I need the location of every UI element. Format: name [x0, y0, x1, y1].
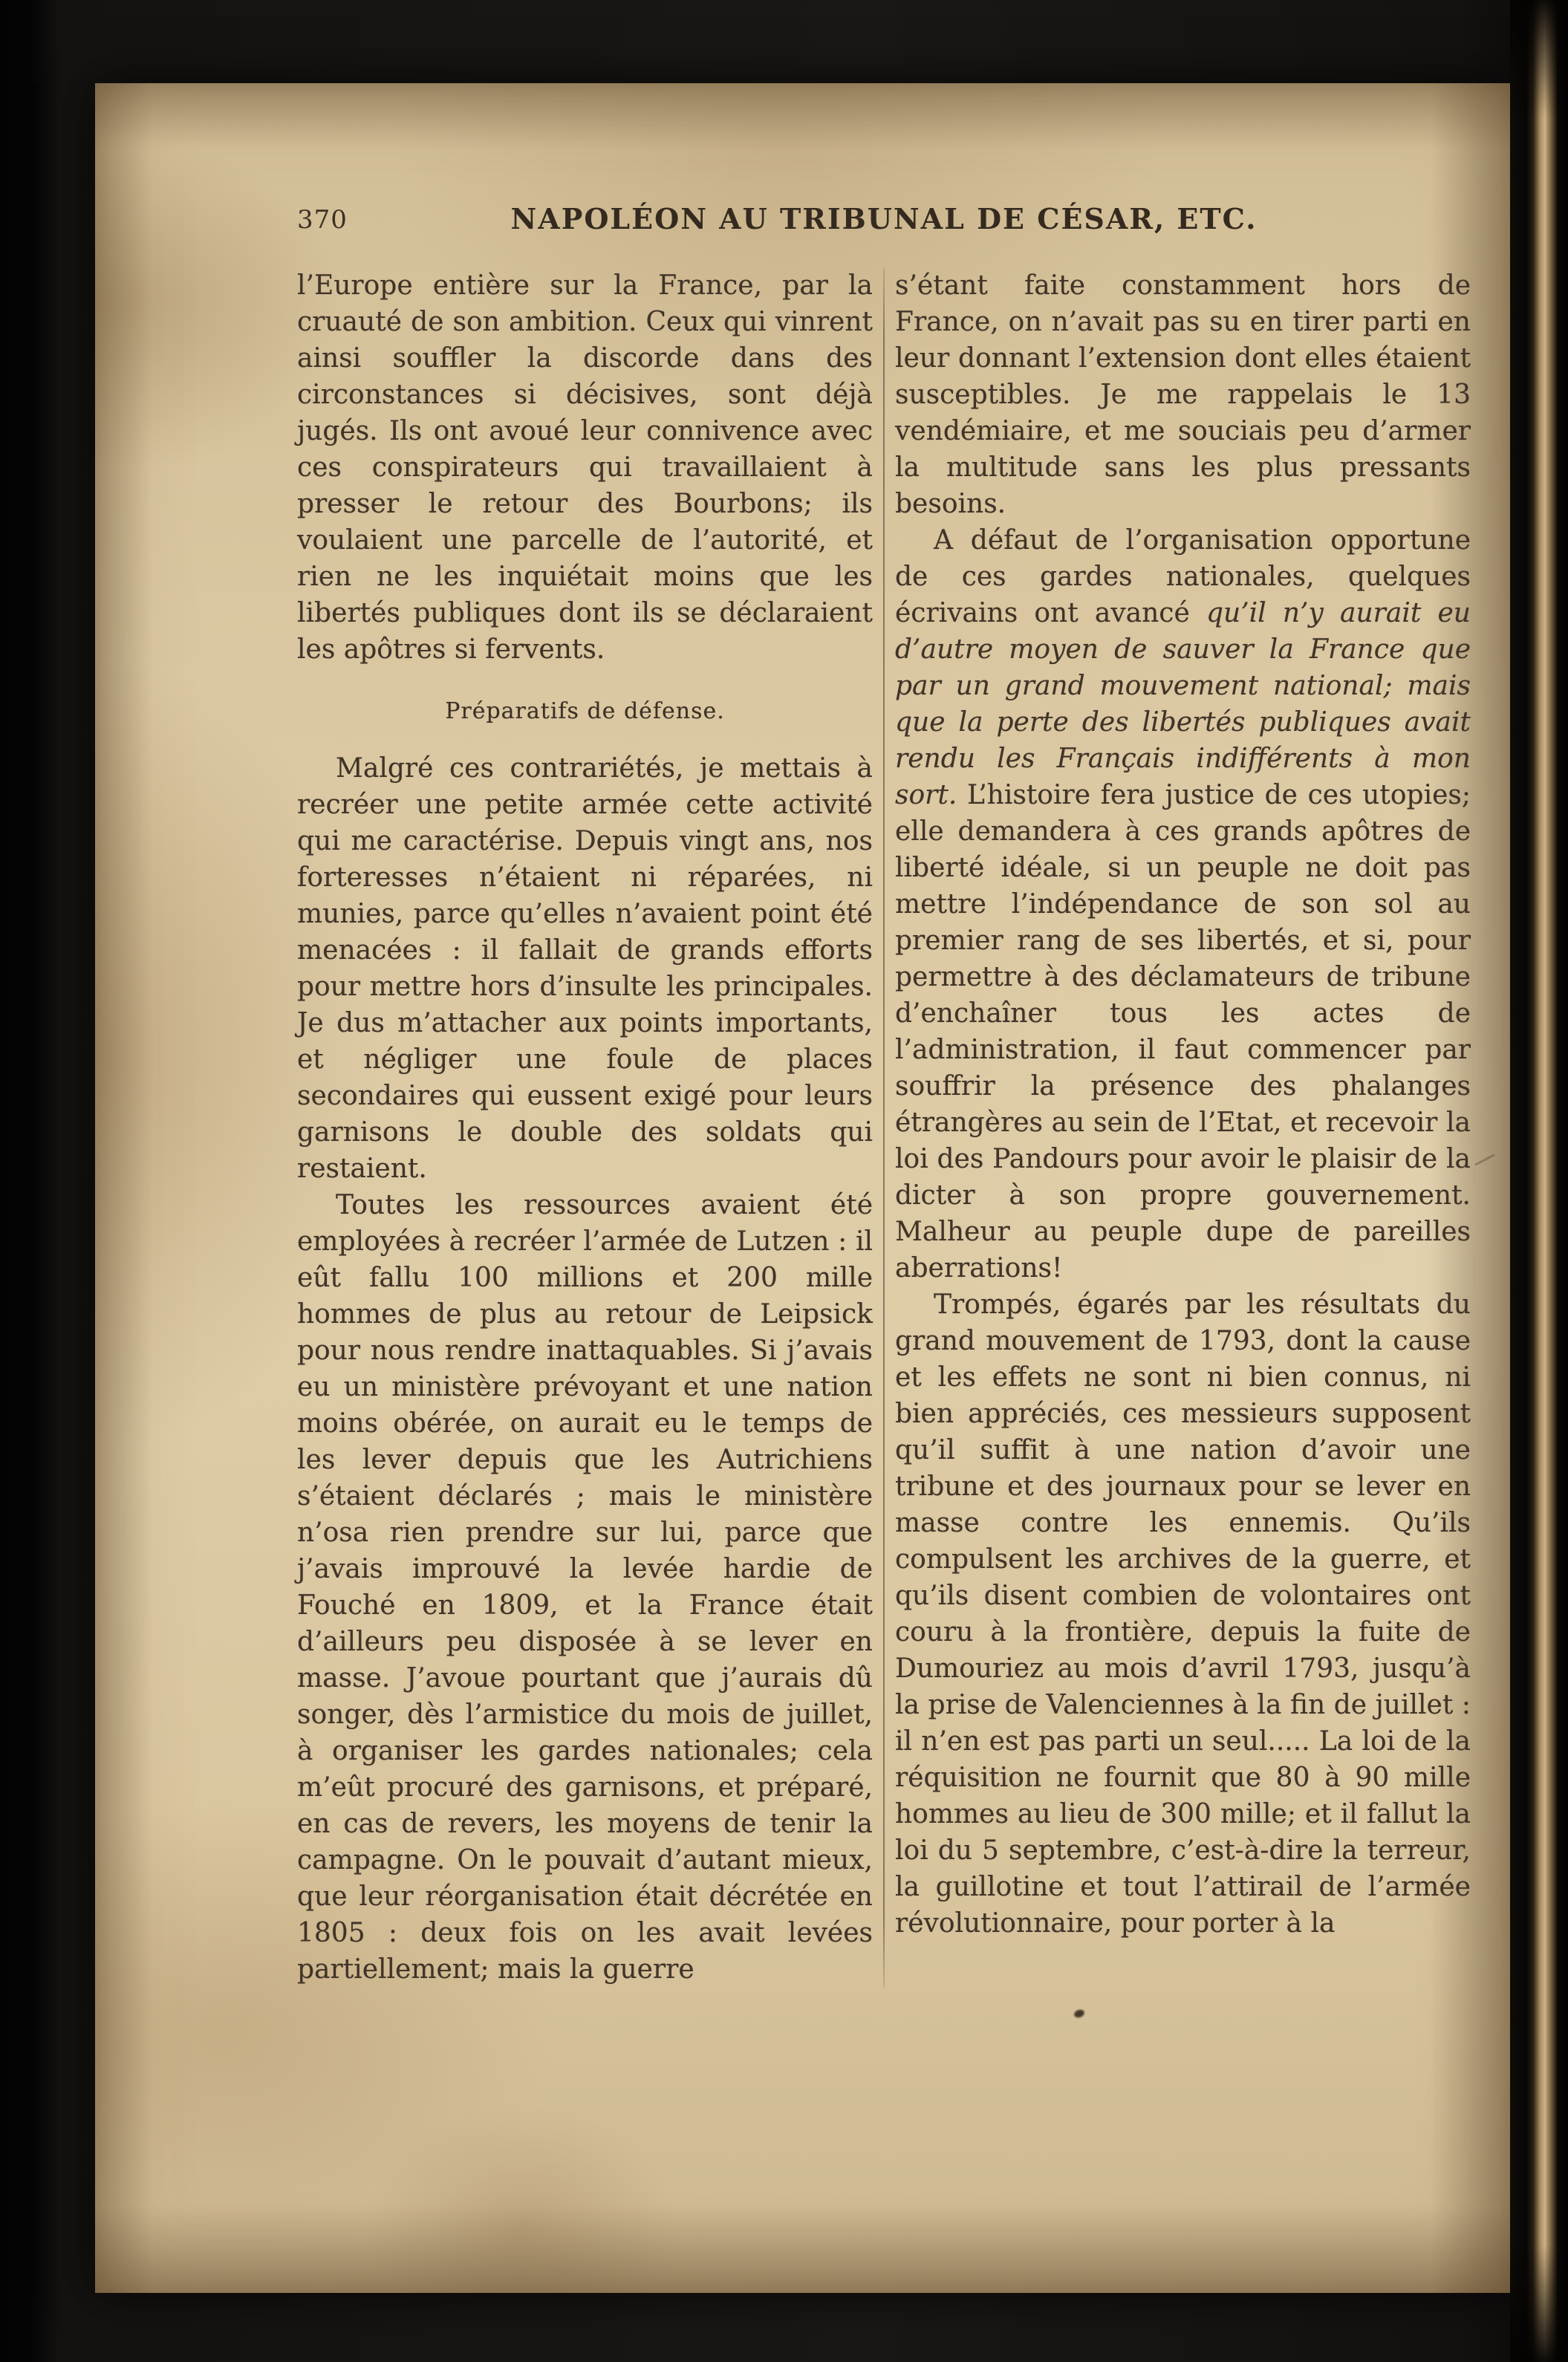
ink-speck — [1073, 2008, 1086, 2019]
margin-pencil-mark — [1474, 1154, 1495, 1166]
column-divider — [883, 267, 885, 1988]
text-columns — [297, 267, 1471, 1988]
paragraph-lead: A défaut de l’organisation opportune de ces gardes nationales, quelques écrivains ont avancé — [895, 525, 1471, 628]
right-column — [895, 267, 1471, 1988]
page-number: 370 — [297, 205, 348, 235]
book-spine-shadow — [0, 0, 59, 2362]
paragraph — [895, 522, 1471, 1286]
paragraph: Trompés, égarés par les résultats du grand mouvement de 1793, dont la cause et les effets ne sont ni bien connus, ni bien appréciés, ces messieurs supposent qu’il suffit à une nation d’avoir une tribune et des journaux pour se lever en masse contre les ennemis. Qu’ils compulsent les archives de la guerre, et qu’ils disent combien de volontaires ont couru à la frontière, depuis la fuite de Dumouriez au mois d’avril 1793, jusqu’à la prise de Valenciennes à la fin de juillet : il n’en est pas parti un seul..... La loi de la réquisition ne fournit que 80 à 90 mille hommes au lieu de 300 mille; et il fallut la loi du 5 septembre, c’est-à-dire la terreur, la guillotine et tout l’attirail de l’armée révolutionnaire, pour porter à la — [895, 1289, 1471, 1939]
book-page — [95, 83, 1515, 2293]
paragraph-rest: L’histoire fera justice de ces utopies; elle demandera à ces grands apôtres de liberté idéale, si un peuple ne doit pas mettre l’indépendance de son sol au premier rang de ses libertés, et si, pour permettre à des déclamateurs de tribune d’enchaîner tous les actes de l’administration, il faut commencer par souffrir la présence des phalanges étrangères au sein de l’Etat, et recevoir la loi des Pandours pour avoir le plaisir de la dicter à son propre gouvernement. Malheur au peuple dupe de pareilles aberrations! — [895, 780, 1471, 1284]
paragraph: Malgré ces contrariétés, je mettais à recréer une petite armée cette activité qui me caractérise. Depuis vingt ans, nos forteresses n’étaient ni réparées, ni munies, parce qu’elles n’avaient point été menacées : il fallait de grands efforts pour mettre hors d’insulte les principales. Je dus m’attacher aux points importants, et négliger une foule de places secondaires qui eussent exigé pour leurs garnisons le double des soldats qui restaient. — [297, 753, 873, 1184]
paragraph: Toutes les ressources avaient été employées à recréer l’armée de Lutzen : il eût fallu 100 millions et 200 mille hommes de plus au retour de Leipsick pour nous rendre inattaquables. Si j’avais eu un ministère prévoyant et une nation moins obérée, on aurait eu le temps de les lever depuis que les Autrichiens s’étaient déclarés ; mais le ministère n’osa rien prendre sur lui, parce que j’avais improuvé la levée hardie de Fouché en 1809, et la France était d’ailleurs peu disposée à se lever en masse. J’avoue pourtant que j’aurais dû songer, dès l’armistice du mois de juillet, à organiser les gardes nationales; cela m’eût procuré des garnisons, et préparé, en cas de revers, les moyens de tenir la campagne. On le pouvait d’autant mieux, que leur réorganisation était décrétée en 1805 : deux fois on les avait levées partiellement; mais la guerre — [297, 1190, 873, 1985]
paragraph: l’Europe entière sur la France, par la cruauté de son ambition. Ceux qui vinrent ainsi souffler la discorde dans des circonstances si décisives, sont déjà jugés. Ils ont avoué leur connivence avec ces conspirateurs qui travaillaient à presser le retour des Bourbons; ils voulaient une parcelle de l’autorité, et rien ne les inquiétait moins que les libertés publiques dont ils se déclaraient les apôtres si fervents. — [297, 270, 873, 665]
page-header — [297, 202, 1471, 241]
left-column — [297, 267, 873, 1988]
paragraph: s’étant faite constamment hors de France, on n’avait pas su en tirer parti en leur donnant l’extension dont elles étaient susceptibles. Je me rappelais le 13 vendémiaire, et me souciais peu d’armer la multitude sans les plus pressants besoins. — [895, 270, 1471, 519]
running-title: NAPOLÉON AU TRIBUNAL DE CÉSAR, ETC. — [510, 202, 1258, 235]
book-fore-edge — [1510, 0, 1568, 2362]
section-heading: Préparatifs de défense. — [445, 698, 725, 724]
italic-quotation: qu’il n’y aurait eu d’autre moyen de sauver la France que par un grand mouvement national; mais que la perte des libertés publiques avait rendu les Français indifférents à mon sort. — [895, 598, 1471, 810]
